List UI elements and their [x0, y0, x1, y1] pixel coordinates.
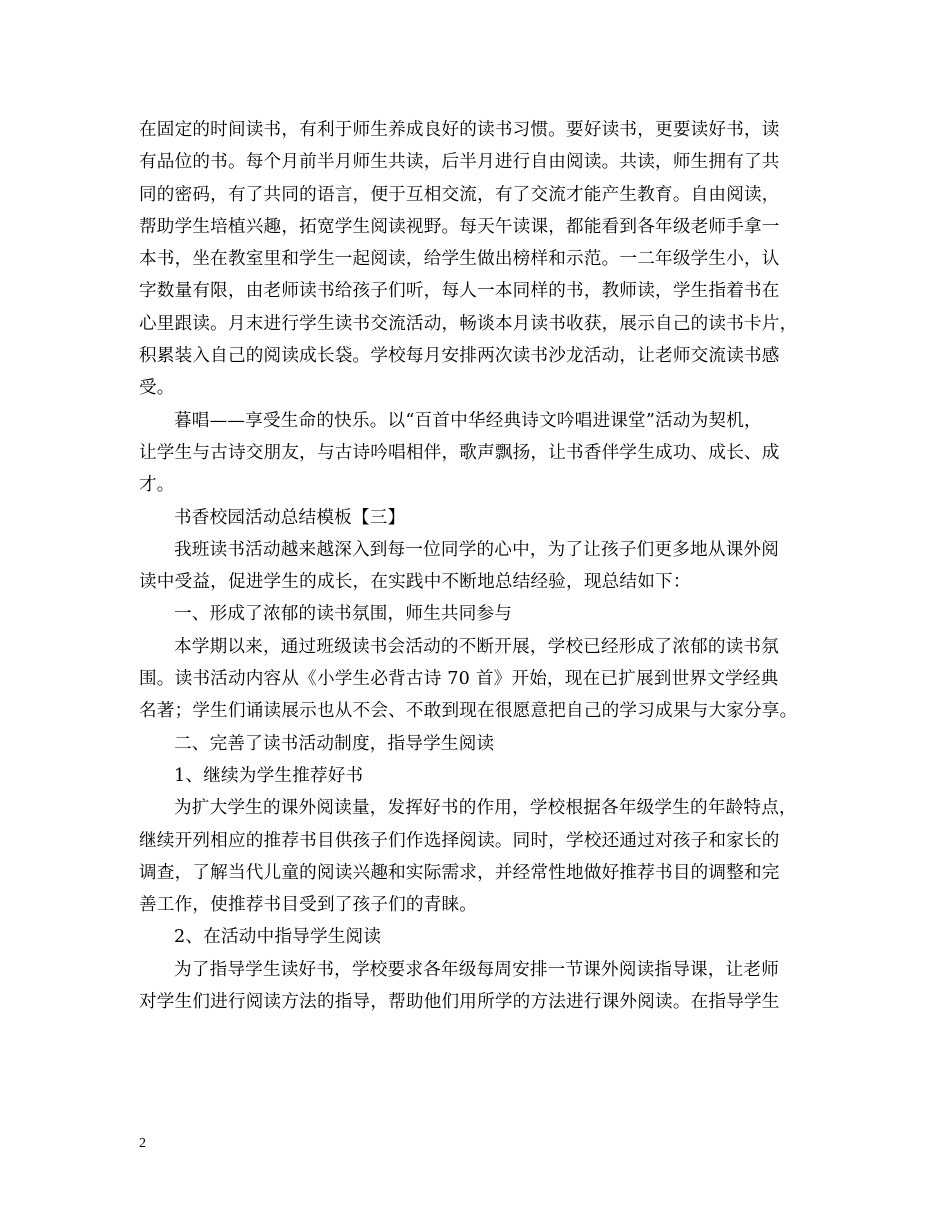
- text-line: 帮助学生培植兴趣，拓宽学生阅读视野。每天午读课，都能看到各年级老师手拿一: [139, 216, 780, 237]
- text-line: 受。: [139, 378, 175, 399]
- text-line: 读中受益，促进学生的成长，在实践中不断地总结经验，现总结如下：: [139, 572, 691, 593]
- text-line: 本学期以来，通过班级读书会活动的不断开展，学校已经形成了浓郁的读书氛: [174, 636, 779, 657]
- text-line: 积累装入自己的阅读成长袋。学校每月安排两次读书沙龙活动，让老师交流读书感: [139, 346, 780, 367]
- text-line: 才。: [139, 475, 175, 496]
- text-line: 我班读书活动越来越深入到每一位同学的心中，为了让孩子们更多地从课外阅: [174, 539, 779, 560]
- text-line: 2、在活动中指导学生阅读: [174, 927, 382, 948]
- text-line: 调查，了解当代儿童的阅读兴趣和实际需求，并经常性地做好推荐书目的调整和完: [139, 862, 780, 883]
- text-line: 本书，坐在教室里和学生一起阅读，给学生做出榜样和示范。一二年级学生小，认: [139, 249, 780, 270]
- text-line: 1、继续为学生推荐好书: [174, 765, 364, 786]
- text-line: 对学生们进行阅读方法的指导，帮助他们用所学的方法进行课外阅读。在指导学生: [139, 992, 780, 1013]
- text-line: 善工作，使推荐书目受到了孩子们的青睐。: [139, 895, 478, 916]
- text-line: 围。读书活动内容从《小学生必背古诗 70 首》开始，现在已扩展到世界文学经典: [139, 669, 779, 690]
- text-line: 心里跟读。月末进行学生读书交流活动，畅谈本月读书收获，展示自己的读书卡片，: [139, 313, 798, 334]
- text-line: 同的密码，有了共同的语言，便于互相交流，有了交流才能产生教育。自由阅读，: [139, 184, 780, 205]
- text-line: 为扩大学生的课外阅读量，发挥好书的作用，学校根据各年级学生的年龄特点，: [174, 798, 797, 819]
- text-line: 让学生与古诗交朋友，与古诗吟唱相伴，歌声飘扬，让书香伴学生成功、成长、成: [139, 442, 780, 463]
- text-line: 为了指导学生读好书，学校要求各年级每周安排一节课外阅读指导课，让老师: [174, 959, 779, 980]
- text-line: 二、完善了读书活动制度，指导学生阅读: [174, 733, 495, 754]
- text-line: 一、形成了浓郁的读书氛围，师生共同参与: [174, 604, 513, 625]
- text-line: 继续开列相应的推荐书目供孩子们作选择阅读。同时，学校还通过对孩子和家长的: [139, 830, 780, 851]
- text-line: 暮唱——享受生命的快乐。以“百首中华经典诗文吟唱进课堂”活动为契机，: [174, 410, 762, 431]
- page-number: 2: [139, 1136, 146, 1151]
- body-text: [139, 114, 815, 1018]
- text-line: 在固定的时间读书，有利于师生养成良好的读书习惯。要好读书，更要读好书，读: [139, 120, 780, 140]
- text-line: 字数量有限，由老师读书给孩子们听，每人一本同样的书，教师读，学生指着书在: [139, 281, 780, 302]
- text-line: 书香校园活动总结模板【三】: [174, 507, 406, 528]
- text-line: 有品位的书。每个月前半月师生共读，后半月进行自由阅读。共读，师生拥有了共: [139, 152, 780, 173]
- text-line: 名著；学生们诵读展示也从不会、不敢到现在很愿意把自己的学习成果与大家分享。: [139, 701, 798, 722]
